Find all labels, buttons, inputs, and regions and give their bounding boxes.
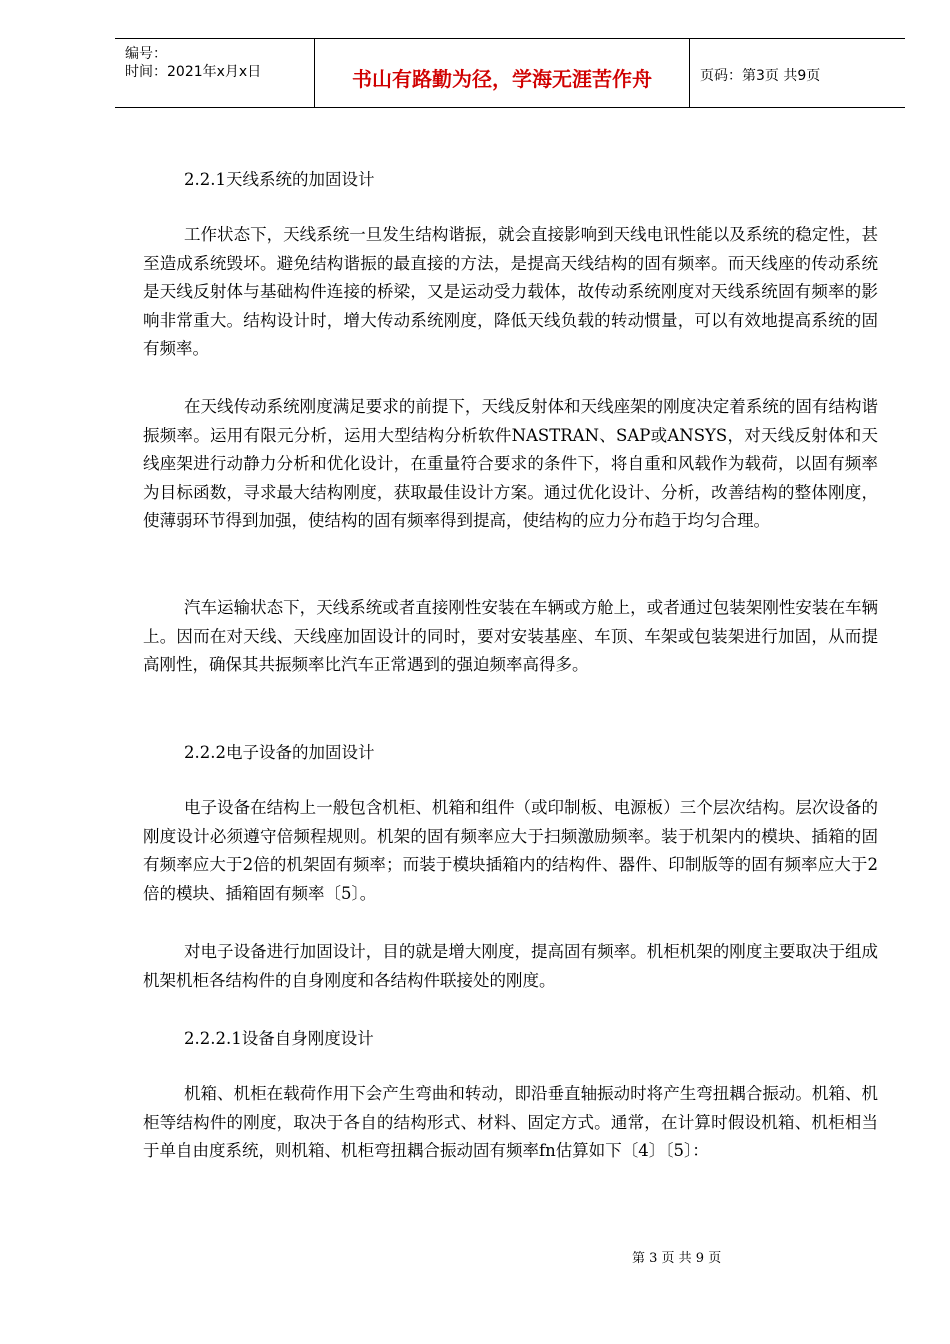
paragraph: 在天线传动系统刚度满足要求的前提下，天线反射体和天线座架的刚度决定着系统的固有结构谐振频率。运用有限元分析，运用大型结构分析软件NASTRAN、SAP或ANSYS，对天线反射体和天线座架进行动静力分析和优化设计，在重量符合要求的条件下，将自重和风载作为载荷，以固有频率为目标函数，寻求最大结构刚度，获取最佳设计方案。通过优化设计、分析，改善结构的整体刚度，使薄弱环节得到加强，使结构的固有频率得到提高，使结构的应力分布趋于均匀合理。 bbox=[143, 397, 878, 531]
header-page-number: 页码：第3页 共9页 bbox=[700, 68, 821, 84]
paragraph: 机箱、机柜在载荷作用下会产生弯曲和转动，即沿垂直轴振动时将产生弯扭耦合振动。机箱、机柜等结构件的刚度，取决于各自的结构形式、材料、固定方式。通常，在计算时假设机箱、机柜相当于单自由度系统，则机箱、机柜弯扭耦合振动固有频率fn估算如下〔4〕〔5〕： bbox=[143, 1084, 878, 1161]
paragraph: 对电子设备进行加固设计，目的就是增大刚度，提高固有频率。机柜机架的刚度主要取决于组成机架机柜各结构件的自身刚度和各结构件联接处的刚度。 bbox=[143, 942, 878, 990]
section-heading-2-2-2-1: 2.2.2.1设备自身刚度设计 bbox=[184, 1029, 374, 1048]
paragraph: 工作状态下，天线系统一旦发生结构谐振，就会直接影响到天线电讯性能以及系统的稳定性，甚至造成系统毁坏。避免结构谐振的最直接的方法，是提高天线结构的固有频率。而天线座的传动系统是天线反射体与基础构件连接的桥梁，又是运动受力载体，故传动系统刚度对天线系统固有频率的影响非常重大。结构设计时，增大传动系统刚度，降低天线负载的转动惯量，可以有效地提高系统的固有频率。 bbox=[143, 225, 878, 359]
page-footer-number: 第 3 页 共 9 页 bbox=[632, 1251, 722, 1266]
header-motto: 书山有路勤为径，学海无涯苦作舟 bbox=[352, 67, 652, 91]
section-heading-2-2-2: 2.2.2电子设备的加固设计 bbox=[184, 743, 375, 762]
paragraph: 电子设备在结构上一般包含机柜、机箱和组件（或印制板、电源板）三个层次结构。层次设备的刚度设计必须遵守倍频程规则。机架的固有频率应大于扫频激励频率。装于机架内的模块、插箱的固有频率应大于2倍的机架固有频率；而装于模块插箱内的结构件、器件、印制版等的固有频率应大于2倍的模块、插箱固有频率〔5〕。 bbox=[143, 798, 878, 903]
section-heading-2-2-1: 2.2.1天线系统的加固设计 bbox=[184, 170, 375, 189]
paragraph: 汽车运输状态下，天线系统或者直接刚性安装在车辆或方舱上，或者通过包装架刚性安装在车辆上。因而在对天线、天线座加固设计的同时，要对安装基座、车顶、车架或包装架进行加固，从而提高刚性，确保其共振频率比汽车正常遇到的强迫频率高得多。 bbox=[143, 598, 878, 675]
header-page-cell bbox=[690, 39, 905, 107]
header-meta-cell bbox=[115, 39, 315, 107]
header-motto-cell bbox=[315, 39, 690, 107]
document-time-label: 时间：2021年x月x日 bbox=[125, 64, 262, 80]
page-header bbox=[115, 38, 905, 108]
document-number-label: 编号： bbox=[125, 46, 167, 62]
